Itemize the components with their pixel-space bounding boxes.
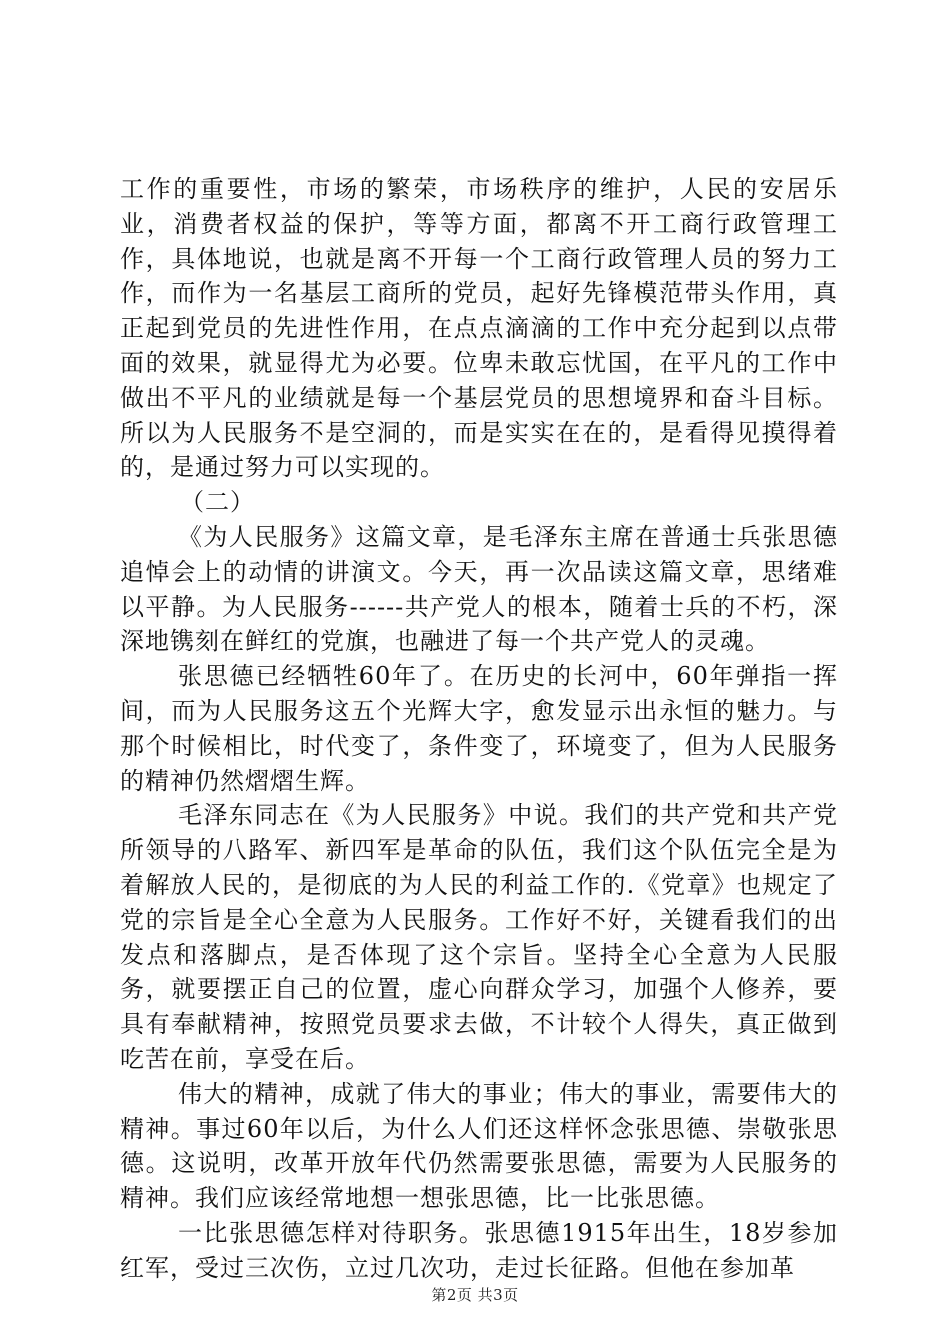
paragraph-compare-duty: 一比张思德怎样对待职务。张思德1915年出生，18岁参加红军，受过三次伤，立过几次功，走过长征路。但他在参加革 [120,1218,838,1282]
paragraph-sixty-years: 张思德已经牺牲60年了。在历史的长河中，60年弹指一挥间，而为人民服务这五个光辉大字，愈发显示出永恒的魅力。与那个时候相比，时代变了，条件变了，环境变了，但为人民服务的精神仍然熠熠生辉。 [120,662,838,795]
paragraph-intro: 《为人民服务》这篇文章，是毛泽东主席在普通士兵张思德追悼会上的动情的讲演文。今天，再一次品读这篇文章，思绪难以平静。为人民服务------共产党人的根本，随着士兵的不朽，深深地镌刻在鲜红的党旗，也融进了每一个共产党人的灵魂。 [120,522,838,656]
paragraph-great-spirit: 伟大的精神，成就了伟大的事业；伟大的事业，需要伟大的精神。事过60年以后，为什么人们还这样怀念张思德、崇敬张思德。这说明，改革开放年代仍然需要张思德，需要为人民服务的精神。我们应该经常地想一想张思德，比一比张思德。 [120,1079,838,1213]
document-body [120,172,838,1286]
section-heading: （二） [180,488,255,517]
page-number-footer: 第2页 共3页 [431,1286,519,1304]
paragraph-mao-quote: 毛泽东同志在《为人民服务》中说。我们的共产党和共产党所领导的八路军、新四军是革命的队伍，我们这个队伍完全是为着解放人民的，是彻底的为人民的利益工作的.《党章》也规定了党的宗旨是全心全意为人民服务。工作好不好，关键看我们的出发点和落脚点，是否体现了这个宗旨。坚持全心全意为人民服务，就要摆正自己的位置，虚心向群众学习，加强个人修养，要具有奉献精神，按照党员要求去做，不计较个人得失，真正做到吃苦在前，享受在后。 [120,801,838,1073]
paragraph-continuation: 工作的重要性，市场的繁荣，市场秩序的维护，人民的安居乐业，消费者权益的保护，等等方面，都离不开工商行政管理工作，具体地说，也就是离不开每一个工商行政管理人员的努力工作，而作为一名基层工商所的党员，起好先锋模范带头作用，真正起到党员的先进性作用，在点点滴滴的工作中充分起到以点带面的效果，就显得尤为必要。位卑未敢忘忧国，在平凡的工作中做出不平凡的业绩就是每一个基层党员的思想境界和奋斗目标。所以为人民服务不是空洞的，而是实实在在的，是看得见摸得着的，是通过努力可以实现的。 [120,175,838,482]
